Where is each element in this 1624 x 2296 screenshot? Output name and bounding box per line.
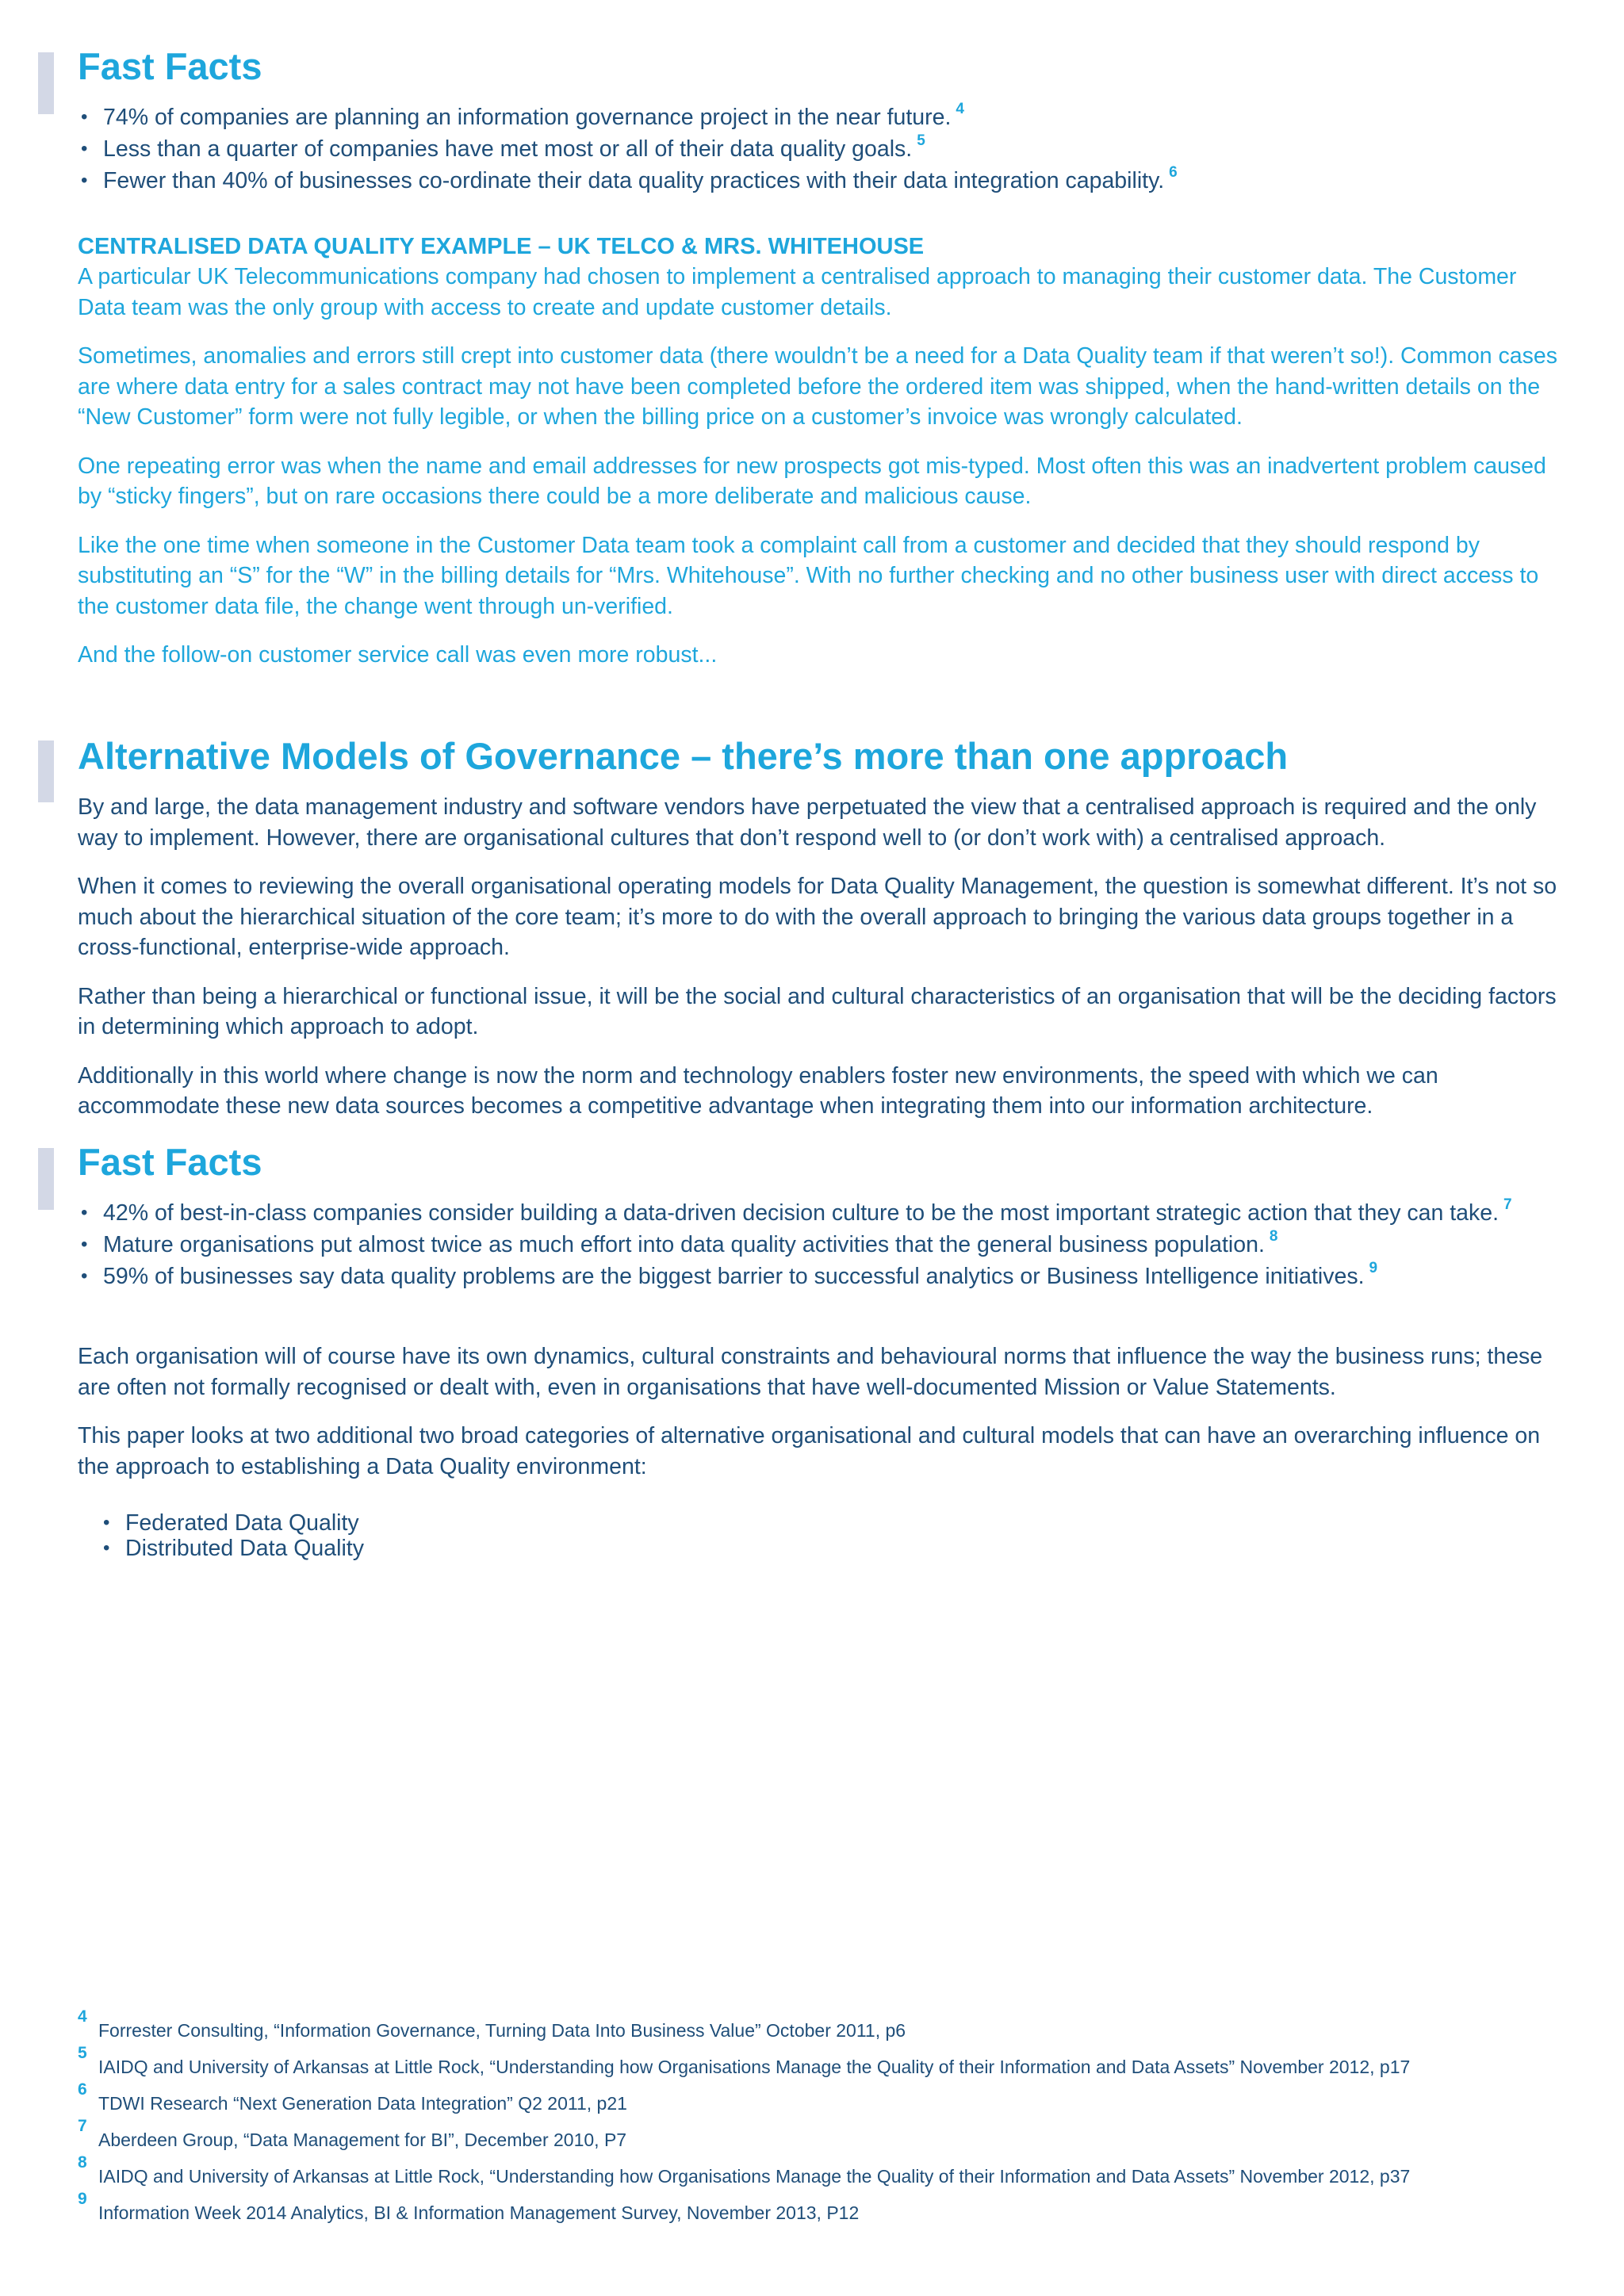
- footnote: [78, 2190, 1568, 2231]
- alternative-models-heading: Alternative Models of Governance – there’s more than one approach: [78, 735, 1289, 777]
- footnote-number: 4: [78, 2007, 87, 2026]
- example-paragraph: And the follow-on customer service call was even more robust...: [78, 642, 718, 668]
- footnote-number: 5: [78, 2044, 87, 2062]
- list-item: • Distributed Data Quality: [100, 1536, 1568, 1561]
- fact-item: • 42% of best-in-class companies consider building a data-driven decision culture to be the most important strategic action that they can take. $^7$: [78, 1197, 1568, 1229]
- list-item: • Federated Data Quality: [100, 1510, 1568, 1536]
- section-marker-bar: [38, 740, 54, 802]
- body-paragraph: When it comes to reviewing the overall organisational operating models for Data Quality Management, the question is somewhat different. It’s not so much about the hierarchical situation of the core team; it’s more to do with the overall approach to bringing the various data groups together in a cross-functional, enterprise-wide approach.: [78, 874, 1557, 960]
- example-title: CENTRALISED DATA QUALITY EXAMPLE – UK TELCO & MRS. WHITEHOUSE: [78, 234, 925, 259]
- alternative-models-body: [78, 792, 1568, 1122]
- footnote: [78, 2080, 1568, 2122]
- fact-item: • 59% of businesses say data quality problems are the biggest barrier to successful analytics or Business Intelligence initiatives. $^9$: [78, 1261, 1568, 1292]
- footnote: [78, 2044, 1568, 2085]
- footnote-number: 9: [78, 2190, 87, 2208]
- fact-item: • Mature organisations put almost twice as much effort into data quality activities that the general business population. $^8$: [78, 1229, 1568, 1261]
- example-paragraph: A particular UK Telecommunications company had chosen to implement a centralised approach to managing their customer data. The Customer Data team was the only group with access to create and update customer details.: [78, 264, 1517, 320]
- section-marker-bar: [38, 52, 54, 114]
- body-paragraph: Additionally in this world where change is now the norm and technology enablers foster new environments, the speed with which we can accommodate these new data sources becomes a competitive advantage when integrating them into our information architecture.: [78, 1062, 1438, 1119]
- example-section: [78, 232, 1568, 671]
- footnote-number: 8: [78, 2153, 87, 2172]
- fact-item: • Less than a quarter of companies have met most or all of their data quality goals. $^5$: [78, 133, 1568, 165]
- footnote-ref: 7: [1503, 1196, 1512, 1213]
- fact-item: • 74% of companies are planning an information governance project in the near future. $^4$: [78, 101, 1568, 133]
- footnote-ref: 8: [1269, 1228, 1278, 1245]
- footnote: [78, 2007, 1568, 2049]
- body-paragraph: Rather than being a hierarchical or functional issue, it will be the social and cultural characteristics of an organisation that will be the deciding factors in determining which approach to adopt.: [78, 983, 1557, 1039]
- example-paragraph: Sometimes, anomalies and errors still crept into customer data (there wouldn’t be a need for a Data Quality team if that weren’t so!). Common cases are where data entry for a sales contract may not have been completed before the ordered item was shipped, when the hand-written details on the “New Customer” form were not fully legible, or when the billing price on a customer’s invoice was wrongly calculated.: [78, 343, 1558, 430]
- fast-facts-heading: Fast Facts: [78, 45, 262, 87]
- footnote-number: 6: [78, 2080, 87, 2099]
- footnote-text: TDWI Research “Next Generation Data Integration” Q2 2011, p21: [98, 2093, 627, 2114]
- footnote-text: Aberdeen Group, “Data Management for BI”, December 2010, P7: [98, 2130, 627, 2150]
- body-paragraph: Each organisation will of course have its own dynamics, cultural constraints and behavioural norms that influence the way the business runs; these are often not formally recognised or dealt with, even in organisations that have well-documented Mission or Value Statements.: [78, 1344, 1543, 1400]
- fast-facts-list: [78, 101, 1568, 197]
- footnotes: [78, 2007, 1568, 2231]
- fact-item: • Fewer than 40% of businesses co-ordinate their data quality practices with their data integration capability. $^6$: [78, 165, 1568, 197]
- footnote-ref: 9: [1369, 1260, 1378, 1276]
- model-list: [100, 1510, 1568, 1561]
- footnote-number: 7: [78, 2117, 87, 2135]
- fast-facts-list: [78, 1197, 1568, 1292]
- footnote-text: Information Week 2014 Analytics, BI & Information Management Survey, November 2013, P12: [98, 2202, 860, 2223]
- footnote: [78, 2153, 1568, 2195]
- footnote-text: IAIDQ and University of Arkansas at Little Rock, “Understanding how Organisations Manage the Quality of their Information and Data Assets” November 2012, p17: [98, 2057, 1411, 2077]
- footnote: [78, 2117, 1568, 2158]
- example-paragraph: Like the one time when someone in the Customer Data team took a complaint call from a customer and decided that they should respond by substituting an “S” for the “W” in the billing details for “Mrs. Whitehouse”. With no further checking and no other business user with direct access to the customer data file, the change went through un-verified.: [78, 532, 1539, 619]
- footnote-text: Forrester Consulting, “Information Governance, Turning Data Into Business Value” October 2011, p6: [98, 2020, 906, 2041]
- body-paragraph: By and large, the data management industry and software vendors have perpetuated the view that a centralised approach is required and the only way to implement. However, there are organisational cultures that don’t respond well to (or don’t work with) a centralised approach.: [78, 794, 1537, 851]
- footnote-ref: 4: [956, 101, 964, 117]
- example-paragraph: One repeating error was when the name and email addresses for new prospects got mis-typed. Most often this was an inadvertent problem caused by “sticky fingers”, but on rare occasions there could be a more deliberate and malicious cause.: [78, 453, 1546, 509]
- section-marker-bar: [38, 1148, 54, 1210]
- body-paragraph: This paper looks at two additional two broad categories of alternative organisational and cultural models that can have an overarching influence on the approach to establishing a Data Quality environment:: [78, 1423, 1541, 1479]
- fast-facts-heading: Fast Facts: [78, 1141, 262, 1183]
- footnote-ref: 6: [1169, 164, 1178, 181]
- footnote-text: IAIDQ and University of Arkansas at Little Rock, “Understanding how Organisations Manage the Quality of their Information and Data Assets” November 2012, p37: [98, 2166, 1411, 2187]
- footnote-ref: 5: [917, 132, 925, 149]
- closing-section: [78, 1341, 1568, 1561]
